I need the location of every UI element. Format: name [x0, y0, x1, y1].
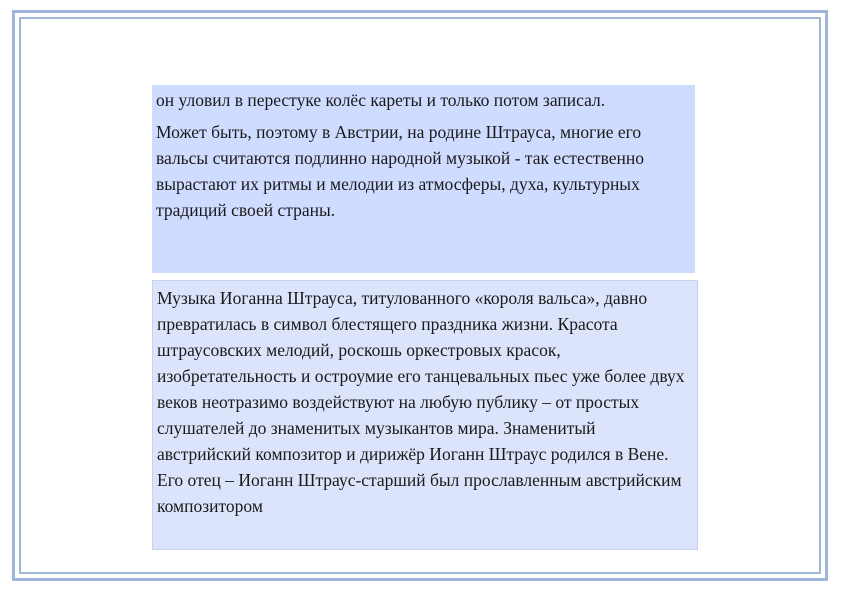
top-paragraph-2: Может быть, поэтому в Австрии, на родине Штрауса, многие его вальсы считаются подлинно народной музыкой - так естественно вырастают их ритмы и мелодии из атмосферы, духа, культурных традиций своей страны.: [156, 122, 644, 220]
top-paragraph-1: он уловил в перестуке колёс кареты и только потом записал.: [156, 90, 606, 110]
bottom-paragraph: Музыка Иоганна Штрауса, титулованного «короля вальса», давно превратилась в символ блестящего праздника жизни. Красота штраусовских мелодий, роскошь оркестровых красок, изобретательность и остроумие его танцевальных пьес уже более двух веков неотразимо воздействуют на любую публику – от простых слушателей до знаменитых музыкантов мира. Знаменитый австрийский композитор и дирижёр Иоганн Штраус родился в Вене. Его отец – Иоганн Штраус-старший был прославленным австрийским композитором: [157, 288, 685, 516]
bottom-text-block: [152, 280, 698, 550]
top-text-block: [152, 85, 695, 273]
